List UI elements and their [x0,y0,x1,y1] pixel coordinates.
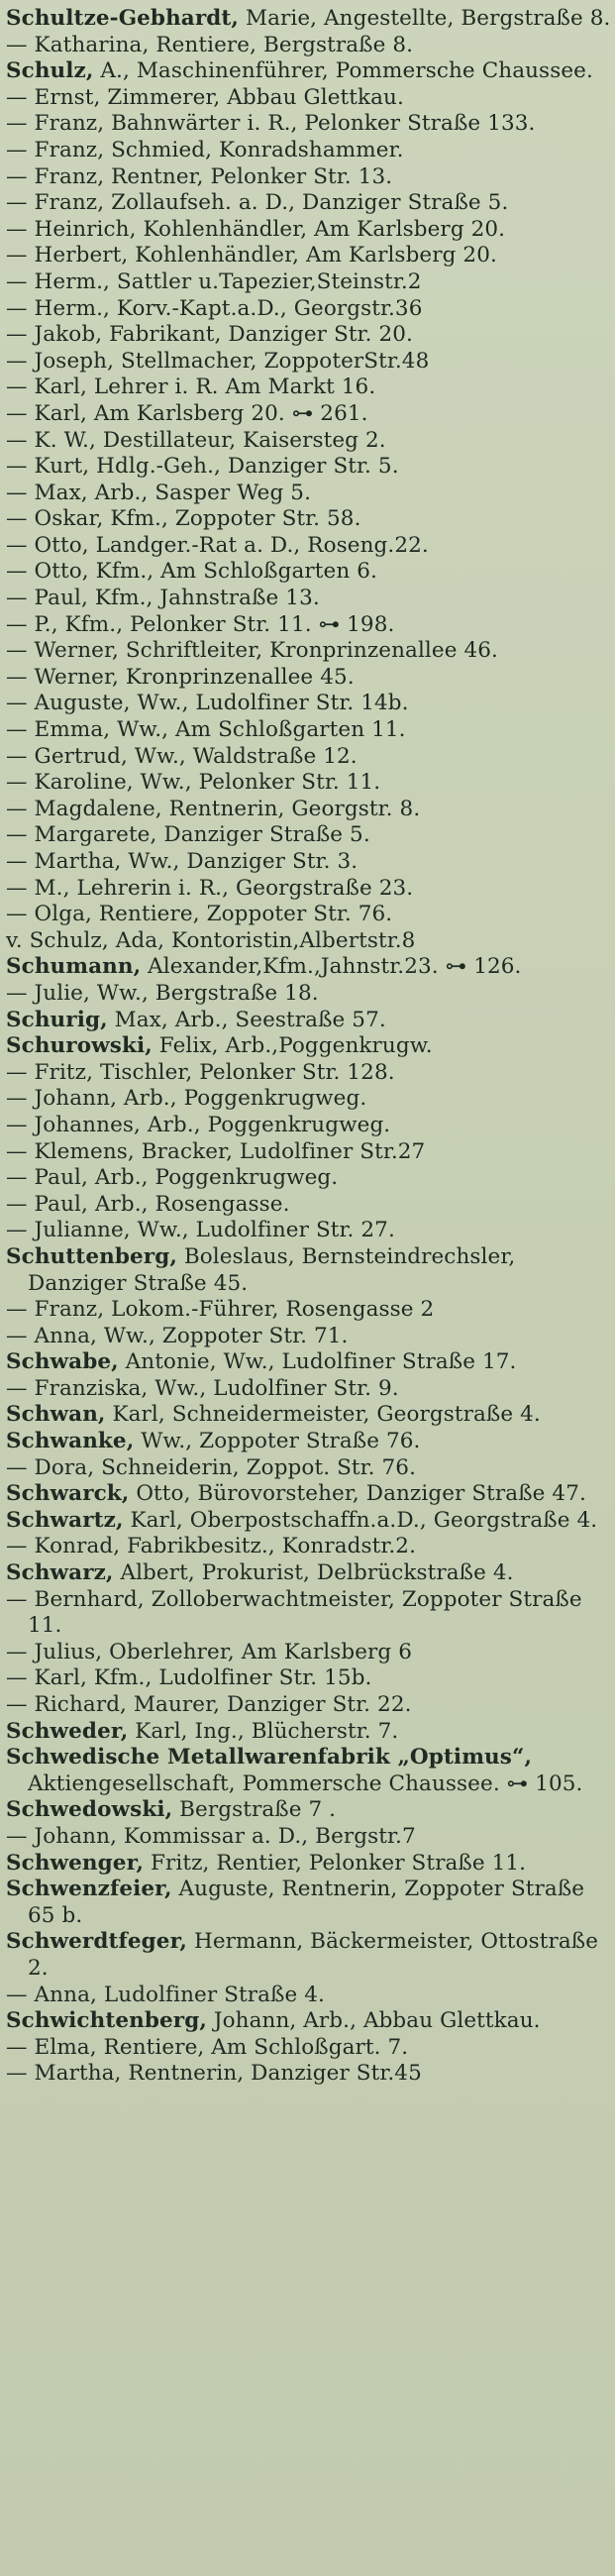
ditto-dash: — [6,770,35,796]
entry-details: P., Kfm., Pelonker Str. 11. ⊶ 198. [34,611,395,637]
ditto-dash: — [6,216,35,242]
directory-subentry [6,1218,611,1244]
entry-details: Franziska, Ww., Ludolfiner Str. 9. [34,1375,399,1401]
directory-subentry [6,586,611,612]
directory-subentry [6,1165,611,1192]
ditto-dash: — [6,1191,35,1217]
ditto-dash: — [6,1323,35,1348]
directory-subentry [6,797,611,823]
ditto-dash: — [6,1375,35,1401]
entry-details: Paul, Arb., Poggenkrugweg. [34,1165,339,1191]
directory-subentry [6,111,611,138]
entry-details: Karl, Kfm., Ludolfiner Str. 15b. [34,1665,372,1691]
entry-details: A., Maschinenführer, Pommersche Chaussee. [93,58,593,84]
directory-entry [6,1745,611,1797]
surname-heading: Schuttenberg, [6,1243,177,1269]
ditto-dash: — [6,559,35,585]
directory-subentry [6,1060,611,1087]
entry-details: Aktiengesellschaft, Pommersche Chaussee. ⊶ 105. [28,1745,583,1796]
entry-details: Magdalene, Rentnerin, Georgstr. 8. [34,796,421,821]
ditto-dash: — [6,375,35,400]
ditto-dash: — [6,506,35,532]
directory-subentry [6,164,611,191]
entry-details: Gertrud, Ww., Waldstraße 12. [34,743,358,769]
entry-details: Martha, Ww., Danziger Str. 3. [34,849,359,874]
entry-details: Anna, Ww., Zoppoter Str. 71. [34,1323,349,1348]
directory-subentry [6,428,611,455]
ditto-dash: — [6,611,35,637]
directory-subentry [6,2061,611,2088]
entry-details: Dora, Schneiderin, Zoppot. Str. 76. [34,1454,417,1480]
directory-subentry [6,33,611,59]
directory-subentry [6,612,611,639]
entry-details: v. Schulz, Ada, Kontoristin,Albertstr.8 [6,927,416,953]
directory-subentry [6,876,611,903]
entry-details: Karl, Ing., Blücherstr. 7. [128,1718,399,1744]
ditto-dash: — [6,717,35,743]
entry-details: Karl, Am Karlsberg 20. ⊶ 261. [34,400,368,426]
ditto-dash: — [6,1665,35,1691]
entry-details: Emma, Ww., Am Schloßgarten 11. [34,717,406,743]
directory-subentry [6,401,611,428]
ditto-dash: — [6,84,35,110]
ditto-dash: — [6,1297,35,1323]
directory-entry [6,1508,611,1535]
ditto-dash: — [6,243,35,268]
directory-subentry [6,1640,611,1666]
entry-details: Julius, Oberlehrer, Am Karlsberg 6 [34,1639,412,1664]
surname-heading: Schwichtenberg, [6,2008,207,2034]
entry-details: Fritz, Tischler, Pelonker Str. 128. [34,1059,395,1085]
surname-heading: Schurowski, [6,1033,153,1059]
directory-subentry [6,1139,611,1166]
ditto-dash: — [6,111,35,137]
directory-subentry [6,217,611,244]
directory-subentry [6,1587,611,1640]
entry-details: Herbert, Kohlenhändler, Am Karlsberg 20. [34,243,497,268]
ditto-dash: — [6,1112,35,1137]
directory-subentry [6,1692,611,1719]
entry-details: Katharina, Rentiere, Bergstraße 8. [34,32,414,57]
directory-subentry [6,849,611,876]
ditto-dash: — [6,1982,35,2007]
directory-entry [6,1877,611,1929]
entry-details: K. W., Destillateur, Kaisersteg 2. [34,427,386,453]
ditto-dash: — [6,743,35,769]
entry-details: Antonie, Ww., Ludolfiner Straße 17. [118,1349,517,1375]
ditto-dash: — [6,322,35,348]
entry-details: Franz, Zollaufseh. a. D., Danziger Straße 5. [34,190,509,216]
entry-details: Albert, Prokurist, Delbrückstraße 4. [113,1560,514,1586]
directory-subentry [6,1534,611,1560]
directory-entry [6,1560,611,1587]
entry-details: Werner, Schriftleiter, Kronprinzenallee 46. [34,638,498,664]
directory-subentry [6,1297,611,1324]
directory-subentry [6,190,611,217]
surname-heading: Schultze-Gebhardt, [6,6,240,31]
entry-details: Fritz, Rentier, Pelonker Straße 11. [144,1850,527,1876]
directory-entry [6,1851,611,1878]
entry-details: Elma, Rentiere, Am Schloßgart. 7. [34,2034,409,2060]
directory-entry [6,1719,611,1746]
ditto-dash: — [6,822,35,848]
directory-entry [6,1349,611,1376]
directory-subentry [6,322,611,349]
entry-details: Konrad, Fabrikbesitz., Konradstr.2. [34,1534,417,1559]
surname-heading: Schwanke, [6,1429,135,1454]
entry-details: Ernst, Zimmerer, Abbau Glettkau. [34,84,404,110]
surname-heading: Schwedische Metallwarenfabrik „Optimus“, [6,1745,533,1771]
ditto-dash: — [6,664,35,690]
ditto-dash: — [6,1454,35,1480]
ditto-dash: — [6,586,35,611]
ditto-dash: — [6,427,35,453]
entry-details: Oskar, Kfm., Zoppoter Str. 58. [34,506,361,532]
entry-details: Paul, Arb., Rosengasse. [34,1191,290,1217]
directory-subentry [6,85,611,112]
ditto-dash: — [6,2034,35,2060]
entry-details: Bergstraße 7 . [172,1797,337,1823]
surname-heading: Schurig, [6,1007,108,1032]
entry-details: Martha, Rentnerin, Danziger Str.45 [34,2061,422,2087]
entry-details: Otto, Landger.-Rat a. D., Roseng.22. [34,532,429,558]
entry-details: Max, Arb., Sasper Weg 5. [34,480,312,505]
entry-details: Joseph, Stellmacher, ZoppoterStr.48 [34,348,430,374]
entry-details: Olga, Rentiere, Zoppoter Str. 76. [34,902,393,927]
directory-entry [6,928,611,955]
ditto-dash: — [6,480,35,505]
surname-heading: Schwedowski, [6,1797,173,1823]
directory-subentry [6,481,611,507]
directory-subentry [6,1113,611,1139]
ditto-dash: — [6,2061,35,2087]
directory-entry [6,1929,611,1982]
entry-details: Karl, Schneidermeister, Georgstraße 4. [105,1402,541,1428]
directory-subentry [6,269,611,296]
entry-details: Felix, Arb.,Poggenkrugw. [152,1033,433,1059]
ditto-dash: — [6,295,35,321]
ditto-dash: — [6,980,35,1006]
directory-entry [6,1797,611,1824]
directory-entry [6,1481,611,1508]
entry-details: Johann, Kommissar a. D., Bergstr.7 [34,1823,416,1849]
directory-subentry [6,822,611,849]
directory-subentry [6,138,611,164]
directory-entry [6,58,611,85]
ditto-dash: — [6,1534,35,1559]
ditto-dash: — [6,268,35,294]
surname-heading: Schwenger, [6,1850,145,1876]
directory-entry [6,1033,611,1060]
entry-details: M., Lehrerin i. R., Georgstraße 23. [34,875,414,901]
entry-details: Margarete, Danziger Straße 5. [34,822,370,848]
surname-heading: Schwan, [6,1402,106,1428]
entry-details: Franz, Schmied, Konradshammer. [34,137,404,162]
directory-subentry [6,559,611,586]
surname-heading: Schulz, [6,58,94,84]
directory-subentry [6,638,611,665]
directory-entry [6,1008,611,1034]
directory-subentry [6,506,611,533]
directory-subentry [6,1192,611,1219]
directory-subentry [6,1455,611,1482]
entry-details: Hermann, Bäckermeister, Ottostraße 2. [28,1929,605,1981]
surname-heading: Schwenzfeier, [6,1877,172,1902]
surname-heading: Schweder, [6,1718,129,1744]
directory-entry [6,954,611,981]
directory-subentry [6,770,611,797]
ditto-dash: — [6,348,35,374]
ditto-dash: — [6,1639,35,1664]
directory-entry [6,1244,611,1297]
ditto-dash: — [6,638,35,664]
ditto-dash: — [6,190,35,216]
ditto-dash: — [6,1138,35,1164]
directory-subentry [6,2035,611,2062]
directory-subentry [6,1665,611,1692]
directory-subentry [6,533,611,560]
entry-details: Marie, Angestellte, Bergstraße 8. [239,6,611,31]
ditto-dash: — [6,1165,35,1191]
entry-details: Jakob, Fabrikant, Danziger Str. 20. [34,322,413,348]
directory-subentry [6,454,611,481]
entry-details: Franz, Rentner, Pelonker Str. 13. [34,163,393,189]
directory-entry [6,1429,611,1455]
ditto-dash: — [6,1823,35,1849]
directory-subentry [6,902,611,928]
ditto-dash: — [6,796,35,821]
ditto-dash: — [6,1218,35,1243]
directory-subentry [6,744,611,771]
ditto-dash: — [6,1086,35,1112]
directory-subentry [6,1324,611,1350]
entry-details: Werner, Kronprinzenallee 45. [34,664,355,690]
entry-details: Alexander,Kfm.,Jahnstr.23. ⊶ 126. [141,954,522,980]
entry-details: Johann, Arb., Poggenkrugweg. [34,1086,367,1112]
entry-details: Franz, Lokom.-Führer, Rosengasse 2 [34,1297,435,1323]
ditto-dash: — [6,875,35,901]
entry-details: Max, Arb., Seestraße 57. [107,1007,386,1032]
surname-heading: Schumann, [6,954,142,980]
entry-details: Karoline, Ww., Pelonker Str. 11. [34,770,381,796]
directory-subentry [6,296,611,323]
ditto-dash: — [6,1692,35,1717]
ditto-dash: — [6,137,35,162]
directory-subentry [6,665,611,692]
ditto-dash: — [6,454,35,480]
surname-heading: Schwarz, [6,1560,114,1586]
ditto-dash: — [6,32,35,57]
entry-details: Herm., Sattler u.Tapezier,Steinstr.2 [34,268,422,294]
entry-details: Johannes, Arb., Poggenkrugweg. [34,1112,391,1137]
directory-subentry [6,375,611,401]
entry-details: Herm., Korv.-Kapt.a.D., Georgstr.36 [34,295,423,321]
ditto-dash: — [6,849,35,874]
surname-heading: Schwarck, [6,1481,130,1507]
entry-details: Auguste, Ww., Ludolfiner Str. 14b. [34,691,409,716]
directory-subentry [6,981,611,1008]
ditto-dash: — [6,400,35,426]
entry-details: Karl, Oberpostschaffn.a.D., Georgstraße 4. [123,1507,598,1533]
entry-details: Karl, Lehrer i. R. Am Markt 16. [34,375,376,400]
entry-details: Anna, Ludolfiner Straße 4. [34,1982,325,2007]
entry-details: Richard, Maurer, Danziger Str. 22. [34,1692,412,1717]
directory-subentry [6,717,611,744]
directory-subentry [6,1824,611,1851]
entry-details: Johann, Arb., Abbau Glettkau. [206,2008,541,2034]
surname-heading: Schwerdtfeger, [6,1929,188,1955]
entry-details: Kurt, Hdlg.-Geh., Danziger Str. 5. [34,454,399,480]
entry-details: Boleslaus, Bernsteindrechsler, Danziger Straße 45. [28,1243,523,1296]
directory-subentry [6,1376,611,1403]
ditto-dash: — [6,1059,35,1085]
entry-details: Ww., Zoppoter Straße 76. [134,1429,421,1454]
entry-details: Otto, Kfm., Am Schloßgarten 6. [34,559,377,585]
entry-details: Klemens, Bracker, Ludolfiner Str.27 [34,1138,426,1164]
entry-details: Auguste, Rentnerin, Zoppoter Straße 65 b. [28,1877,592,1928]
ditto-dash: — [6,163,35,189]
entry-details: Paul, Kfm., Jahnstraße 13. [34,586,320,611]
directory-subentry [6,1086,611,1113]
entry-details: Heinrich, Kohlenhändler, Am Karlsberg 20. [34,216,506,242]
directory-entry [6,6,611,33]
directory-subentry [6,349,611,376]
entry-details: Franz, Bahnwärter i. R., Pelonker Straße 133. [34,111,536,137]
ditto-dash: — [6,691,35,716]
entry-details: Bernhard, Zolloberwachtmeister, Zoppoter Straße 11. [28,1586,589,1639]
directory-subentry [6,243,611,269]
entry-details: Otto, Bürovorsteher, Danziger Straße 47. [129,1481,586,1507]
ditto-dash: — [6,1586,35,1612]
directory-subentry [6,691,611,717]
directory-subentry [6,1983,611,2009]
ditto-dash: — [6,532,35,558]
entry-details: Julianne, Ww., Ludolfiner Str. 27. [34,1218,395,1243]
ditto-dash: — [6,902,35,927]
surname-heading: Schwartz, [6,1507,124,1533]
entry-details: Julie, Ww., Bergstraße 18. [34,980,319,1006]
surname-heading: Schwabe, [6,1349,119,1375]
directory-entry [6,2008,611,2035]
directory-entry [6,1402,611,1429]
